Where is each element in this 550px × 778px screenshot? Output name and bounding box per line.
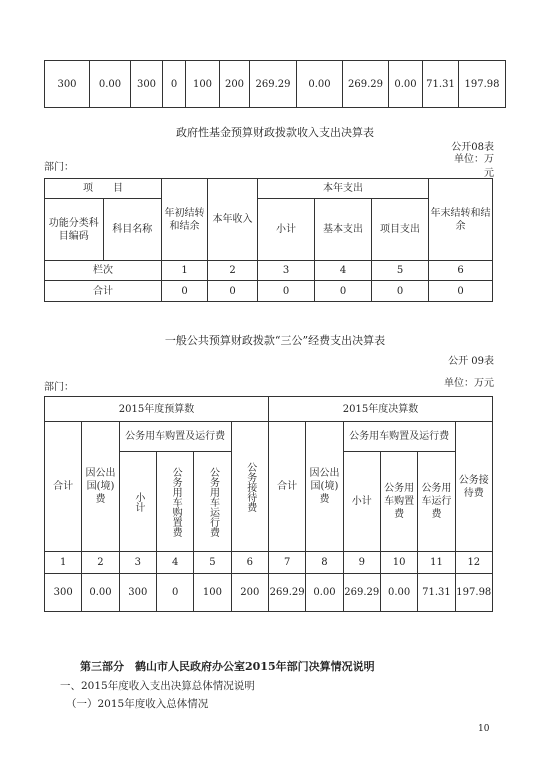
table09-dept: 部门：: [44, 382, 74, 393]
header-total: 合计: [45, 422, 82, 552]
table-cell: 0: [429, 281, 493, 302]
table-cell: 9: [343, 552, 380, 574]
section-heading: 第三部分 鹤山市人民政府办公室2015年部门决算情况说明: [80, 660, 375, 673]
header-spend: 本年支出: [258, 179, 429, 199]
table-row: [45, 199, 493, 261]
header-subtotal: [119, 452, 156, 552]
table-cell: 5: [194, 552, 231, 574]
table-cell: 4: [156, 552, 193, 574]
table09-unit: 单位：万元: [444, 378, 494, 389]
table-cell: 8: [306, 552, 343, 574]
table-cell: 1: [45, 552, 82, 574]
page-number: 10: [478, 724, 490, 734]
header-subtotal: 小计: [343, 452, 380, 552]
section-line: 一、2015年度收入支出决算总体情况说明: [60, 680, 255, 692]
header-subtotal: 小计: [258, 199, 315, 261]
table-row: [45, 261, 493, 281]
header-purchase: 公务用车购置费: [380, 452, 417, 552]
table-cell: 269.29: [268, 574, 305, 612]
header-total: 合计: [268, 422, 305, 552]
table-cell: 200: [220, 61, 250, 108]
header-basic: 基本支出: [315, 199, 372, 261]
table-cell: 3: [258, 261, 315, 281]
table09-code: 公开 09表: [448, 356, 494, 367]
table-cell: 2: [82, 552, 119, 574]
table-cell: 71.31: [423, 61, 459, 108]
table-cell: 0.00: [297, 61, 343, 108]
header-vehicle: 公务用车购置及运行费: [343, 422, 455, 452]
header-name: 科目名称: [103, 199, 162, 261]
table-row: [45, 281, 493, 302]
header-purchase-text: 公务用车购置费: [170, 466, 182, 537]
header-purchase: [156, 452, 193, 552]
table08-code: 公开08表: [451, 142, 494, 153]
header-run: 公务用车运行费: [418, 452, 455, 552]
table-row: [45, 574, 493, 612]
table-cell: 269.29: [343, 574, 380, 612]
table-cell: 100: [194, 574, 231, 612]
table-cell: 300: [45, 574, 82, 612]
table-cell: 0.00: [306, 574, 343, 612]
header-abroad: 因公出国(境)费: [306, 422, 343, 552]
header-final: 2015年度决算数: [268, 397, 492, 422]
header-reception-text: 公务接待费: [244, 461, 256, 512]
header-income: 本年收入: [208, 179, 258, 261]
table-cell: 0: [258, 281, 315, 302]
top-continuation-table: [44, 60, 506, 108]
table-cell: 5: [372, 261, 429, 281]
table-cell: 6: [429, 261, 493, 281]
table-cell: 4: [315, 261, 372, 281]
table-cell: 0: [163, 61, 186, 108]
table-cell: 197.98: [455, 574, 492, 612]
table-cell: 200: [231, 574, 268, 612]
row-label: 栏次: [45, 261, 162, 281]
table-row: [45, 552, 493, 574]
table09-title: 一般公共预算财政拨款“三公”经费支出决算表: [164, 334, 386, 347]
table-cell: 197.98: [459, 61, 506, 108]
table-row: [45, 179, 493, 199]
table-cell: 300: [131, 61, 163, 108]
table-cell: 71.31: [418, 574, 455, 612]
table-cell: 10: [380, 552, 417, 574]
table-cell: 1: [162, 261, 208, 281]
table-cell: 269.29: [250, 61, 297, 108]
header-run-text: 公务用车运行费: [207, 466, 219, 537]
table-cell: 2: [208, 261, 258, 281]
header-vehicle: 公务用车购置及运行费: [119, 422, 231, 452]
table08-unit: 单位：万元: [454, 154, 494, 179]
table-cell: 3: [119, 552, 156, 574]
table-cell: 100: [186, 61, 220, 108]
table-cell: 0.00: [389, 61, 423, 108]
table-cell: 0: [208, 281, 258, 302]
header-subtotal-text: 小计: [132, 491, 144, 512]
table-cell: 269.29: [343, 61, 389, 108]
table-cell: 7: [268, 552, 305, 574]
header-reception: 公务接待费: [455, 422, 492, 552]
table08-title: 政府性基金预算财政拨款收入支出决算表: [176, 126, 374, 139]
table-cell: 0: [372, 281, 429, 302]
table-cell: 0.00: [90, 61, 131, 108]
section-line: （一）2015年度收入总体情况: [66, 698, 209, 710]
header-begin: 年初结转和结余: [162, 179, 208, 261]
header-project: 项目支出: [372, 199, 429, 261]
total-label: 合计: [45, 281, 162, 302]
table-cell: 11: [418, 552, 455, 574]
header-end: 年末结转和结余: [429, 179, 493, 261]
header-run: [194, 452, 231, 552]
header-code: 功能分类科目编码: [45, 199, 104, 261]
table-row: [45, 397, 493, 422]
table-row: [45, 422, 493, 452]
header-item: 项 目: [45, 179, 162, 199]
table08: [44, 178, 493, 302]
table-cell: 0: [156, 574, 193, 612]
table08-dept: 部门：: [44, 162, 74, 173]
table-cell: 6: [231, 552, 268, 574]
header-reception: [231, 422, 268, 552]
table-cell: 300: [45, 61, 90, 108]
table-row: [45, 61, 506, 108]
header-budget: 2015年度预算数: [45, 397, 269, 422]
table-cell: 0.00: [380, 574, 417, 612]
table09: [44, 396, 493, 612]
table-cell: 0: [162, 281, 208, 302]
table-cell: 0: [315, 281, 372, 302]
table-cell: 12: [455, 552, 492, 574]
table-cell: 0.00: [82, 574, 119, 612]
table-cell: 300: [119, 574, 156, 612]
header-abroad: 因公出国(境)费: [82, 422, 119, 552]
